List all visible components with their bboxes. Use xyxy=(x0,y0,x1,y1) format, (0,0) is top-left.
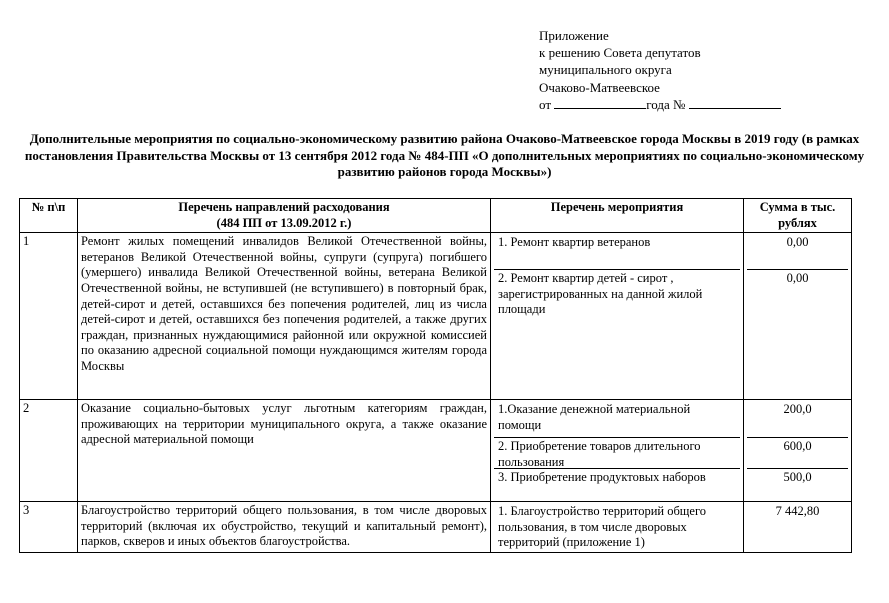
appendix-line-2: к решению Совета депутатов xyxy=(539,45,701,61)
appendix-date-prefix: от xyxy=(539,96,552,112)
header-sum: Сумма в тыс. рублях xyxy=(744,199,852,233)
appendix-line-5 xyxy=(539,96,781,113)
header-direction-line-1: Перечень направлений расходования xyxy=(178,200,390,214)
document-title: Дополнительные мероприятия по социально-экономическому развитию района Очаково-Матвеевское города Москвы в 2019 году (в рамках постановления Правительства Москвы от 13 сентября 2012 года № 484-ПП «О дополнительных мероприятиях по социально-экономическому развитию районов города Москвы») xyxy=(24,131,865,179)
row-activities xyxy=(491,400,744,502)
table-header-row xyxy=(20,199,852,233)
row-sums xyxy=(744,233,852,400)
row-sums xyxy=(744,502,852,553)
activity-sum: 0,00 xyxy=(786,271,809,286)
activity-item: 3. Приобретение продуктовых наборов xyxy=(498,470,706,485)
appendix-line-3: муниципального округа xyxy=(539,62,672,78)
activity-item: 1. Ремонт квартир ветеранов xyxy=(494,234,740,270)
row-activities xyxy=(491,502,744,553)
table-row xyxy=(20,502,852,553)
row-number: 2 xyxy=(20,400,78,502)
activity-sum: 500,0 xyxy=(783,470,812,485)
activity-sum: 200,0 xyxy=(747,401,848,438)
row-direction: Оказание социально-бытовых услуг льготным категориям граждан, проживающих на территории муниципального округа, а также оказание адресной материальной помощи xyxy=(78,400,491,502)
activity-item: 2. Приобретение товаров длительного пользования xyxy=(494,438,740,469)
row-direction: Благоустройство территорий общего пользования, в том числе дворовых территорий (включая их обустройство, текущий и капитальный ремонт), парков, скверов и иных объектов благоустройства. xyxy=(78,502,491,553)
header-direction xyxy=(78,199,491,233)
activity-item: 1. Благоустройство территорий общего пользования, в том числе дворовых территорий (приложение 1) xyxy=(498,504,707,550)
header-num: № п\п xyxy=(20,199,78,233)
header-direction-line-2: (484 ПП от 13.09.2012 г.) xyxy=(216,215,352,230)
row-activities xyxy=(491,233,744,400)
row-direction: Ремонт жилых помещений инвалидов Великой Отечественной войны, ветеранов Великой Отечественной войны, супруги (супруга) погибшего (умершего) инвалида Великой Отечественной войны, ветерана Великой Отечественной войны, не вступившей (не вступившего) в повторный брак, детей-сирот и детей, оставшихся без попечения родителей, лиц из числа детей-сирот и детей, оставшихся без попечения родителей, а также других граждан, признанных нуждающимися районной или окружной комиссией по оказанию адресной социальной помощи нуждающимся жителям города Москвы xyxy=(78,233,491,400)
appendix-line-4: Очаково-Матвеевское xyxy=(539,79,660,95)
appendix-block xyxy=(539,27,781,113)
activity-sum: 600,0 xyxy=(747,438,848,469)
row-number: 3 xyxy=(20,502,78,553)
activity-item: 2. Ремонт квартир детей - сирот , зарегистрированных на данной жилой площади xyxy=(498,271,703,317)
row-number: 1 xyxy=(20,233,78,400)
table-row xyxy=(20,233,852,400)
row-sums xyxy=(744,400,852,502)
activity-item: 1.Оказание денежной материальной помощи xyxy=(494,401,740,438)
number-blank xyxy=(689,96,781,109)
measures-table xyxy=(19,198,852,553)
activity-sum: 0,00 xyxy=(747,234,848,270)
header-activity: Перечень мероприятия xyxy=(491,199,744,233)
table-row xyxy=(20,400,852,502)
activity-sum: 7 442,80 xyxy=(775,504,820,519)
appendix-line-1: Приложение xyxy=(539,28,609,43)
appendix-number-label: года № xyxy=(646,96,686,112)
date-blank xyxy=(554,96,646,109)
